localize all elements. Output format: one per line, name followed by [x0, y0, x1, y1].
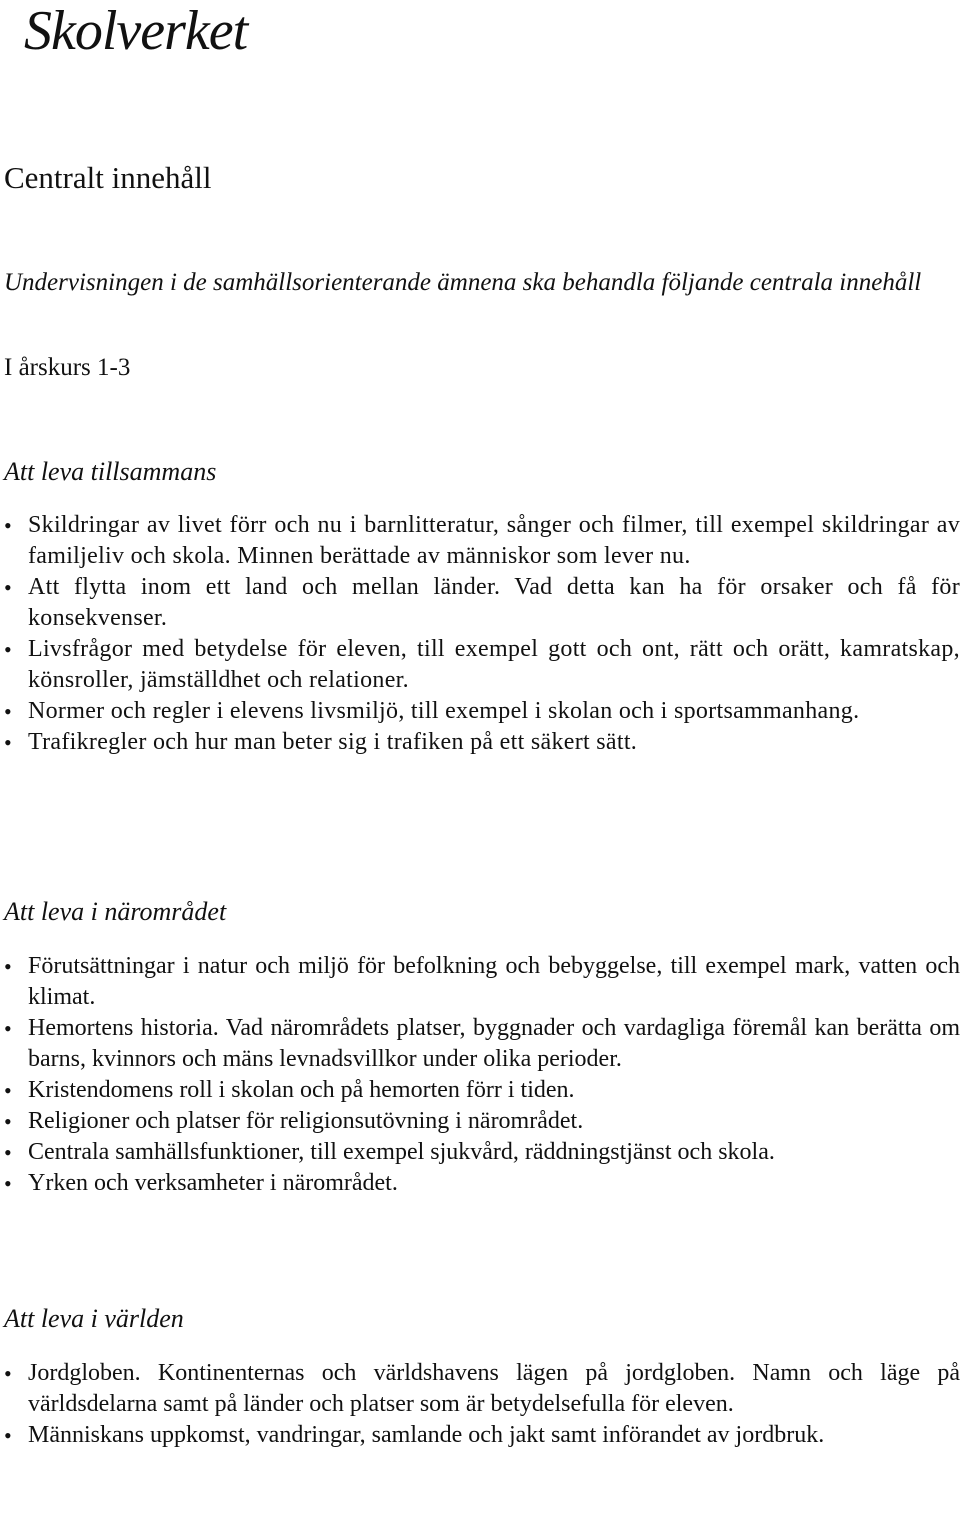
list-item: • Jordgloben. Kontinenternas och världshavens lägen på jordgloben. Namn och läge på världsdelarna samt på länder och platser som är betydelsefulla för eleven.: [0, 1358, 960, 1420]
list-item: • Trafikregler och hur man beter sig i trafiken på ett säkert sätt.: [0, 727, 960, 758]
list-item: • Kristendomens roll i skolan och på hemorten förr i tiden.: [0, 1075, 960, 1106]
section-title-naromradet: Att leva i närområdet: [4, 897, 227, 926]
list-item: • Förutsättningar i natur och miljö för befolkning och bebyggelse, till exempel mark, vatten och klimat.: [0, 951, 960, 1013]
section-title-tillsammans: Att leva tillsammans: [4, 457, 217, 486]
list-item: • Människans uppkomst, vandringar, samlande och jakt samt införandet av jordbruk.: [0, 1420, 960, 1451]
page-heading: Centralt innehåll: [4, 160, 212, 195]
list-varlden: [0, 1358, 960, 1451]
list-item: • Skildringar av livet förr och nu i barnlitteratur, sånger och filmer, till exempel skildringar av familjeliv och skola. Minnen berättade av människor som lever nu.: [0, 510, 960, 572]
list-item: • Religioner och platser för religionsutövning i närområdet.: [0, 1106, 960, 1137]
list-item: • Normer och regler i elevens livsmiljö, till exempel i skolan och i sportsammanhang.: [0, 696, 960, 727]
skolverket-logo: Skolverket: [24, 0, 248, 62]
list-item: • Yrken och verksamheter i närområdet.: [0, 1168, 960, 1199]
list-item: • Att flytta inom ett land och mellan länder. Vad detta kan ha för orsaker och få för konsekvenser.: [0, 572, 960, 634]
section-title-varlden: Att leva i världen: [4, 1304, 184, 1333]
list-item: • Hemortens historia. Vad närområdets platser, byggnader och vardagliga föremål kan berätta om barns, kvinnors och mäns levnadsvillkor under olika perioder.: [0, 1013, 960, 1075]
grade-label: I årskurs 1-3: [4, 354, 131, 381]
list-tillsammans: [0, 510, 960, 758]
intro-text: Undervisningen i de samhällsorienterande ämnena ska behandla följande centrala innehåll: [4, 269, 922, 296]
list-naromradet: [0, 951, 960, 1199]
list-item: • Centrala samhällsfunktioner, till exempel sjukvård, räddningstjänst och skola.: [0, 1137, 960, 1168]
list-item: • Livsfrågor med betydelse för eleven, till exempel gott och ont, rätt och orätt, kamratskap, könsroller, jämställdhet och relationer.: [0, 634, 960, 696]
